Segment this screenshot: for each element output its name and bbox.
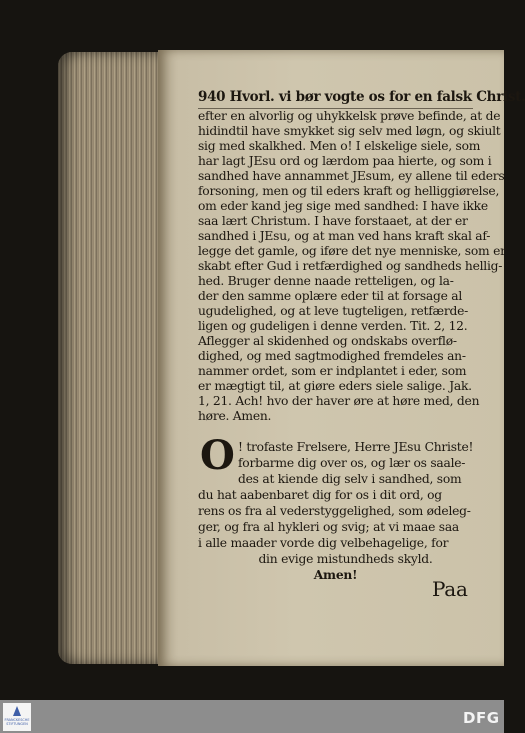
body-line: sandhed have annammet JEsum, ey allene til eders — [198, 169, 505, 183]
body-line: har lagt JEsu ord og lærdom paa hierte, og som i — [198, 154, 492, 168]
body-line: sandhed i JEsu, og at man ved hans kraft skal af- — [198, 229, 491, 243]
page-edges — [58, 52, 162, 664]
body-line: om eder kand jeg sige med sandhed: I have ikke — [198, 199, 488, 213]
prayer-line: ! trofaste Frelsere, Herre JEsu Christe! — [238, 440, 474, 454]
catchword: Paa — [432, 577, 468, 601]
body-line: hed. Bruger denne naade retteligen, og la- — [198, 274, 454, 288]
prayer-line: i alle maader vorde dig velbehagelige, for — [198, 536, 449, 550]
body-line: nammer ordet, som er indplantet i eder, som — [198, 364, 467, 378]
body-line: sig med skalkhed. Men o! I elskelige siele, som — [198, 139, 481, 153]
viewer-footer-strip — [0, 700, 504, 733]
body-line: skabt efter Gud i retfærdighed og sandheds hellig- — [198, 259, 503, 273]
body-line: efter en alvorlig og uhykkelsk prøve befinde, at de — [198, 109, 501, 123]
body-line: høre. Amen. — [198, 409, 272, 423]
logo-text: FRANCKESCHE STIFTUNGEN — [4, 718, 30, 726]
body-line: ugudelighed, og at leve tugteligen, retfærde- — [198, 304, 469, 318]
running-header: 940 Hvorl. vi bør vogte os for en falsk Christ. — [198, 89, 525, 105]
body-line: forsoning, men og til eders kraft og helliggiørelse, — [198, 184, 500, 198]
closing-amen: Amen! — [313, 567, 358, 582]
dfg-logo[interactable]: DFG — [463, 709, 500, 727]
institution-logo[interactable] — [3, 703, 31, 731]
body-line: hidindtil have smykket sig selv med løgn, og skiult — [198, 124, 501, 138]
prayer-line: din evige mistundheds skyld. — [258, 552, 433, 566]
prayer-line: rens os fra al vederstyggelighed, som ødeleg- — [198, 504, 471, 518]
prayer-line: forbarme dig over os, og lær os saale- — [238, 456, 466, 470]
body-line: Aflegger al skidenhed og ondskabs overflø- — [198, 334, 457, 348]
body-line: saa lært Christum. I have forstaaet, at der er — [198, 214, 468, 228]
logo-mark-icon — [13, 706, 21, 716]
body-line: dighed, og med sagtmodighed fremdeles an- — [198, 349, 466, 363]
prayer-line: des at kiende dig selv i sandhed, som — [238, 472, 462, 486]
body-line: ligen og gudeligen i denne verden. Tit. 2, 12. — [198, 319, 468, 333]
body-line: 1, 21. Ach! hvo der haver øre at høre med, den — [198, 394, 480, 408]
drop-cap: O — [200, 432, 235, 479]
prayer-line: du hat aabenbaret dig for os i dit ord, og — [198, 488, 442, 502]
prayer-line: ger, og fra al hykleri og svig; at vi maae saa — [198, 520, 460, 534]
body-line: legge det gamle, og iføre det nye menniske, som er — [198, 244, 506, 258]
body-line: der den samme oplære eder til at forsage al — [198, 289, 463, 303]
body-line: er mægtigt til, at giøre eders siele salige. Jak. — [198, 379, 472, 393]
